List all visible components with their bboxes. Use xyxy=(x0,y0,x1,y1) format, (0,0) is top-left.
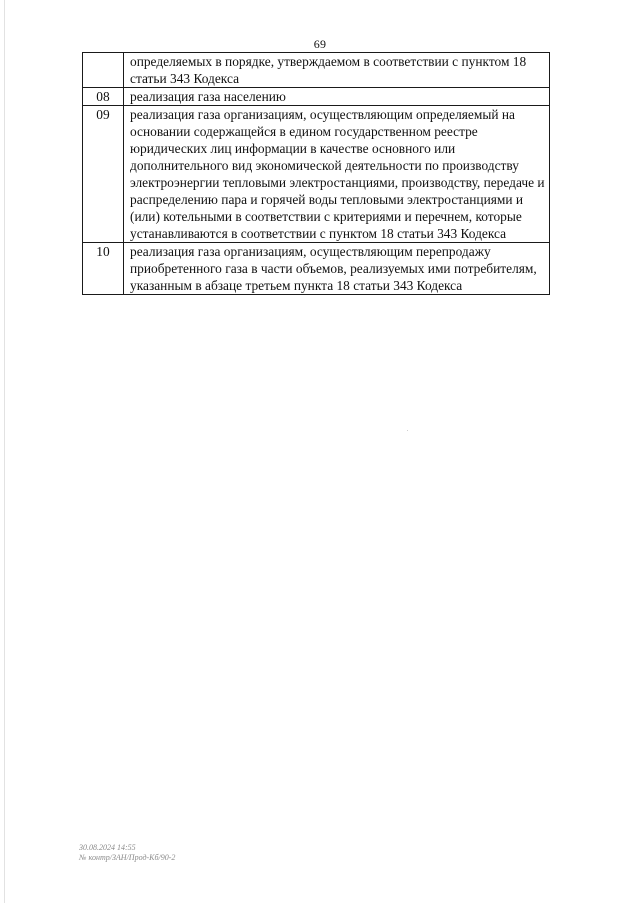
row-description: реализация газа организациям, осуществляющим перепродажу приобретенного газа в части объемов, реализуемых ими потребителям, указанным в абзаце третьем пункта 18 статьи 343 Кодекса xyxy=(124,243,550,295)
row-code xyxy=(83,53,124,88)
codes-table xyxy=(82,52,550,295)
row-description: реализация газа населению xyxy=(124,88,550,106)
table-row xyxy=(83,243,550,295)
table-row xyxy=(83,53,550,88)
row-code: 08 xyxy=(83,88,124,106)
scan-edge-line xyxy=(4,0,5,903)
table-row xyxy=(83,88,550,106)
row-description: определяемых в порядке, утверждаемом в соответствии с пунктом 18 статьи 343 Кодекса xyxy=(124,53,550,88)
footer-timestamp: 30.08.2024 14:55 xyxy=(79,843,136,852)
footer-reference: № контр/ЗАН/Прод-Кб/90-2 xyxy=(79,853,176,862)
page-number: 69 xyxy=(313,37,327,51)
row-code: 09 xyxy=(83,106,124,243)
table-row xyxy=(83,106,550,243)
row-code: 10 xyxy=(83,243,124,295)
scan-speck xyxy=(407,430,408,431)
row-description: реализация газа организациям, осуществляющим определяемый на основании содержащейся в едином государственном реестре юридических лиц информации в качестве основного или дополнительного вид экономической деятельности по производству электроэнергии тепловыми электростанциями, производству, передаче и распределению пара и горячей воды тепловыми электростанциями и (или) котельными в соответствии с критериями и перечнем, которые устанавливаются в соответствии с пунктом 18 статьи 343 Кодекса xyxy=(124,106,550,243)
footer-stamp xyxy=(79,843,175,863)
